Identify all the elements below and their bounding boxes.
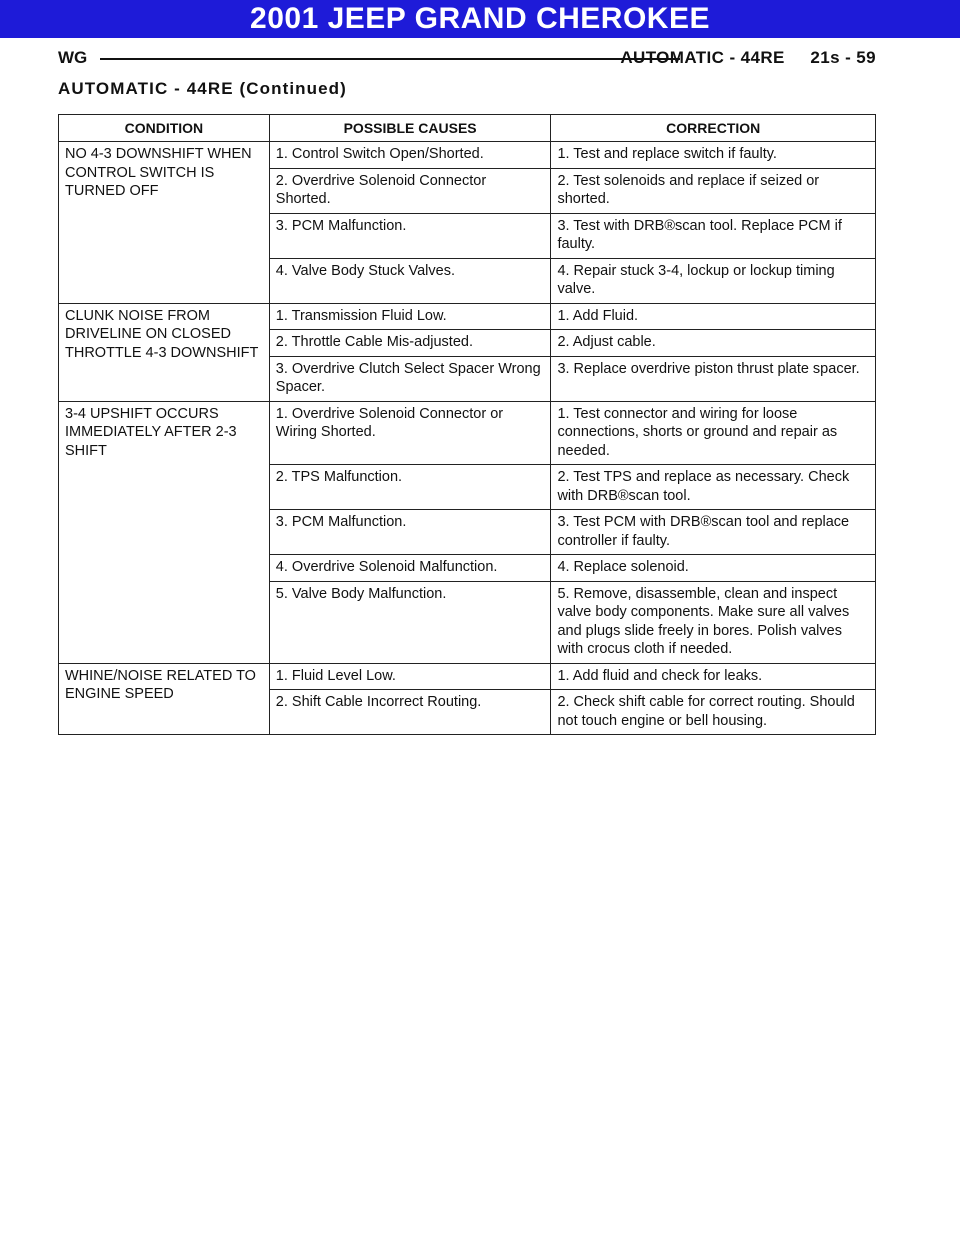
cause-cell: 1. Fluid Level Low. (269, 663, 551, 690)
cause-cell: 4. Overdrive Solenoid Malfunction. (269, 555, 551, 582)
column-header-condition: CONDITION (59, 115, 270, 142)
condition-cell: WHINE/NOISE RELATED TO ENGINE SPEED (59, 663, 270, 735)
table-row (59, 401, 876, 465)
cause-cell: 2. Shift Cable Incorrect Routing. (269, 690, 551, 735)
correction-cell: 4. Repair stuck 3-4, lockup or lockup timing valve. (551, 258, 876, 303)
cause-cell: 1. Overdrive Solenoid Connector or Wiring Shorted. (269, 401, 551, 465)
cause-cell: 1. Control Switch Open/Shorted. (269, 142, 551, 169)
cause-cell: 4. Valve Body Stuck Valves. (269, 258, 551, 303)
section-title: AUTOMATIC - 44RE (Continued) (58, 79, 347, 98)
page-reference: AUTOMATIC - 44RE 21s - 59 (620, 48, 876, 67)
correction-cell: 4. Replace solenoid. (551, 555, 876, 582)
model-code: WG (58, 48, 88, 67)
table-header-row (59, 115, 876, 142)
correction-cell: 1. Add fluid and check for leaks. (551, 663, 876, 690)
condition-cell: NO 4-3 DOWNSHIFT WHEN CONTROL SWITCH IS TURNED OFF (59, 142, 270, 304)
table-row (59, 142, 876, 169)
correction-cell: 2. Test TPS and replace as necessary. Check with DRB®scan tool. (551, 465, 876, 510)
condition-cell: 3-4 UPSHIFT OCCURS IMMEDIATELY AFTER 2-3 SHIFT (59, 401, 270, 663)
column-header-correction: CORRECTION (551, 115, 876, 142)
correction-cell: 1. Add Fluid. (551, 303, 876, 330)
running-header (58, 46, 876, 70)
correction-cell: 2. Test solenoids and replace if seized or shorted. (551, 168, 876, 213)
table-row (59, 663, 876, 690)
correction-cell: 2. Adjust cable. (551, 330, 876, 357)
diagnosis-table (58, 114, 876, 735)
manual-title-banner: 2001 JEEP GRAND CHEROKEE (0, 0, 960, 38)
table-row (59, 303, 876, 330)
correction-cell: 1. Test connector and wiring for loose connections, shorts or ground and repair as needed. (551, 401, 876, 465)
correction-cell: 2. Check shift cable for correct routing. Should not touch engine or bell housing. (551, 690, 876, 735)
correction-cell: 5. Remove, disassemble, clean and inspect valve body components. Make sure all valves and plugs slide freely in bores. Polish valves with crocus cloth if needed. (551, 581, 876, 663)
cause-cell: 3. Overdrive Clutch Select Spacer Wrong Spacer. (269, 356, 551, 401)
cause-cell: 3. PCM Malfunction. (269, 213, 551, 258)
condition-cell: CLUNK NOISE FROM DRIVELINE ON CLOSED THROTTLE 4-3 DOWNSHIFT (59, 303, 270, 401)
cause-cell: 1. Transmission Fluid Low. (269, 303, 551, 330)
cause-cell: 2. TPS Malfunction. (269, 465, 551, 510)
cause-cell: 2. Throttle Cable Mis-adjusted. (269, 330, 551, 357)
correction-cell: 3. Test PCM with DRB®scan tool and replace controller if faulty. (551, 510, 876, 555)
cause-cell: 3. PCM Malfunction. (269, 510, 551, 555)
correction-cell: 3. Replace overdrive piston thrust plate spacer. (551, 356, 876, 401)
column-header-possible-causes: POSSIBLE CAUSES (269, 115, 551, 142)
cause-cell: 5. Valve Body Malfunction. (269, 581, 551, 663)
correction-cell: 3. Test with DRB®scan tool. Replace PCM if faulty. (551, 213, 876, 258)
header-rule (100, 58, 680, 60)
cause-cell: 2. Overdrive Solenoid Connector Shorted. (269, 168, 551, 213)
correction-cell: 1. Test and replace switch if faulty. (551, 142, 876, 169)
